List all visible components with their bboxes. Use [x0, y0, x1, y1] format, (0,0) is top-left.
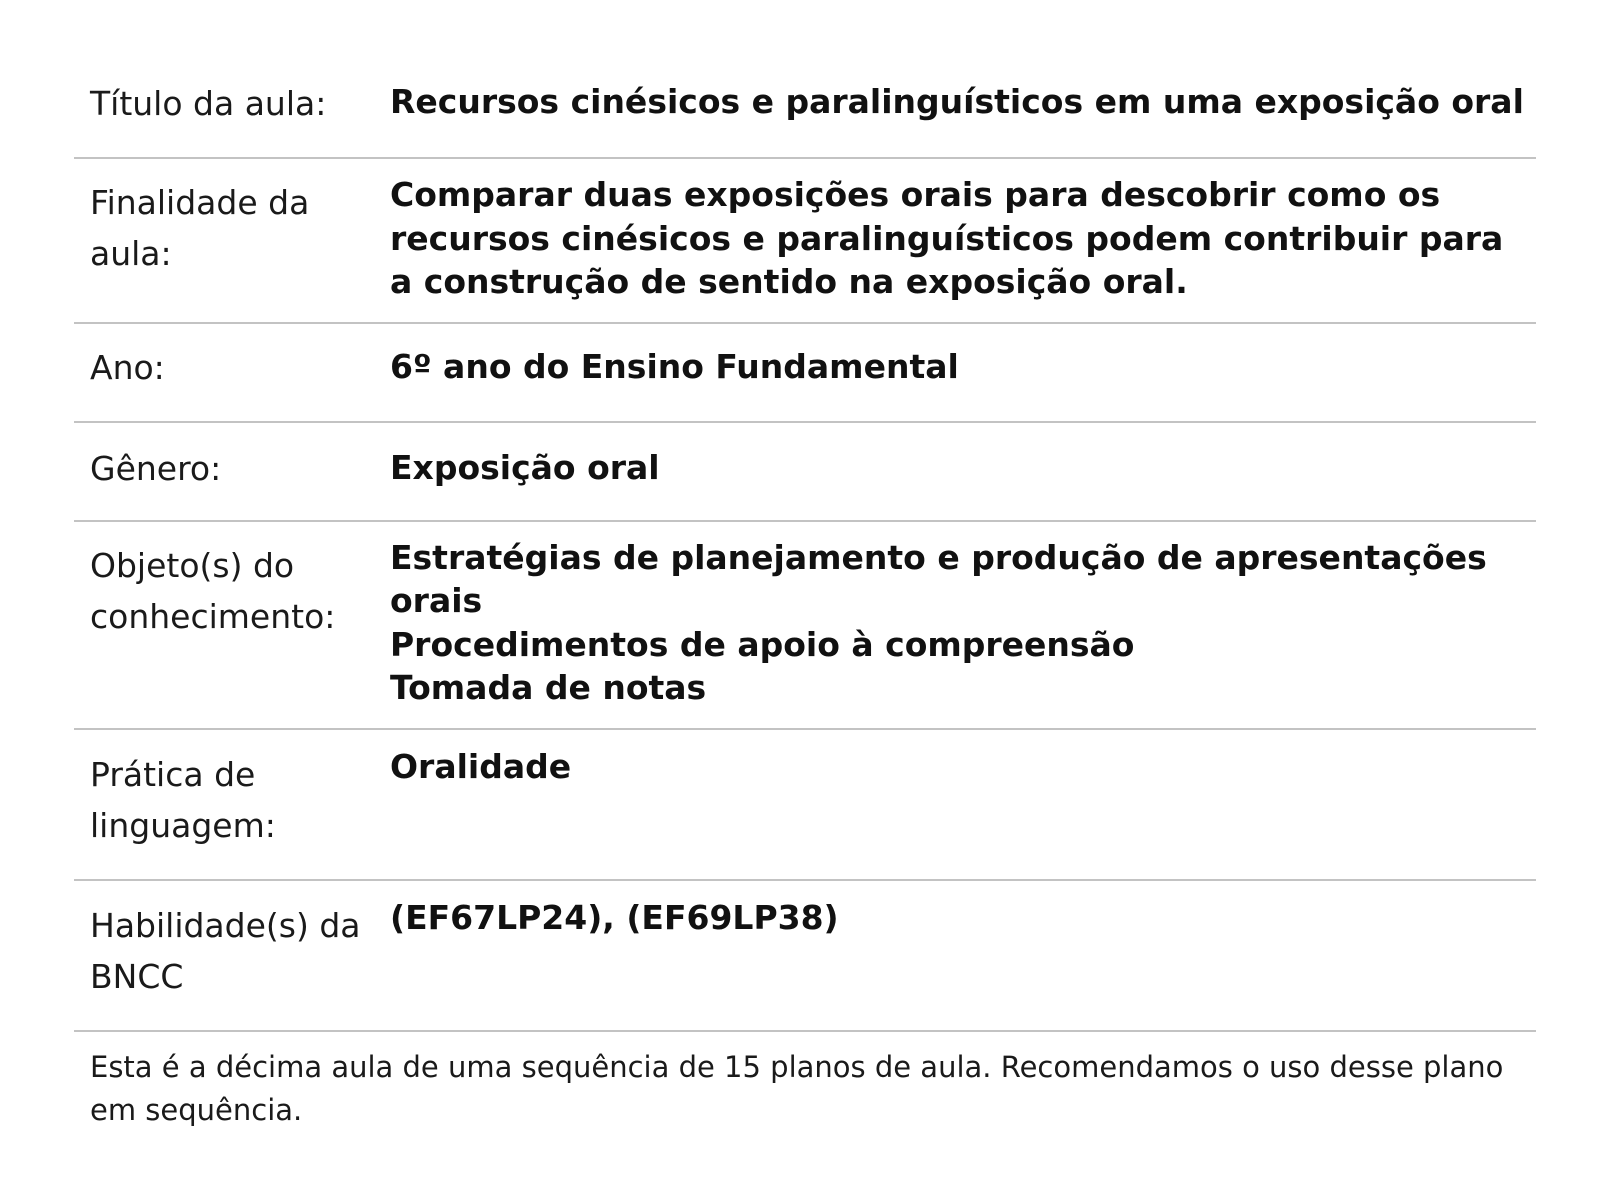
grade-value	[390, 323, 1536, 422]
bncc-skills-value	[390, 880, 1536, 1031]
genre-value	[390, 422, 1536, 521]
row-lesson-title	[74, 56, 1536, 158]
lesson-purpose-value	[390, 158, 1536, 323]
knowledge-object-item: Tomada de notas	[390, 668, 707, 707]
sequence-footnote: Esta é a décima aula de uma sequência de 15 planos de aula. Recomendamos o uso desse plano em sequência.	[90, 1049, 1504, 1127]
genre-text: Exposição oral	[390, 447, 660, 487]
grade-label: Ano:	[90, 347, 165, 387]
lesson-plan-sheet	[74, 56, 1536, 1133]
row-genre	[74, 422, 1536, 521]
language-practice-text: Oralidade	[390, 746, 572, 786]
language-practice-value	[390, 729, 1536, 880]
knowledge-object-item: Estratégias de planejamento e produção de apresentações orais	[390, 537, 1487, 620]
knowledge-objects-label: Objeto(s) do conhecimento:	[90, 545, 336, 636]
lesson-info-table	[74, 56, 1536, 1032]
lesson-title-label: Título da aula:	[90, 84, 327, 123]
genre-label: Gênero:	[90, 448, 222, 488]
bncc-skills-label: Habilidade(s) da BNCC	[90, 905, 361, 996]
lesson-purpose-label: Finalidade da aula:	[90, 183, 310, 273]
lesson-purpose-text: Comparar duas exposições orais para descobrir como os recursos cinésicos e paralinguísticos podem contribuir para a construção de sentido na exposição oral.	[390, 175, 1504, 301]
row-language-practice	[74, 729, 1536, 880]
row-grade	[74, 323, 1536, 422]
row-lesson-purpose	[74, 158, 1536, 323]
row-knowledge-objects	[74, 521, 1536, 729]
knowledge-objects-value	[390, 521, 1536, 729]
bncc-skills-text: (EF67LP24), (EF69LP38)	[390, 897, 839, 937]
language-practice-label: Prática de linguagem:	[90, 754, 276, 845]
lesson-title-text: Recursos cinésicos e paralinguísticos em uma exposição oral	[390, 82, 1524, 121]
grade-text: 6º ano do Ensino Fundamental	[390, 346, 959, 386]
lesson-title-value	[390, 56, 1536, 158]
row-bncc-skills	[74, 880, 1536, 1031]
knowledge-object-item: Procedimentos de apoio à compreensão	[390, 624, 1135, 664]
